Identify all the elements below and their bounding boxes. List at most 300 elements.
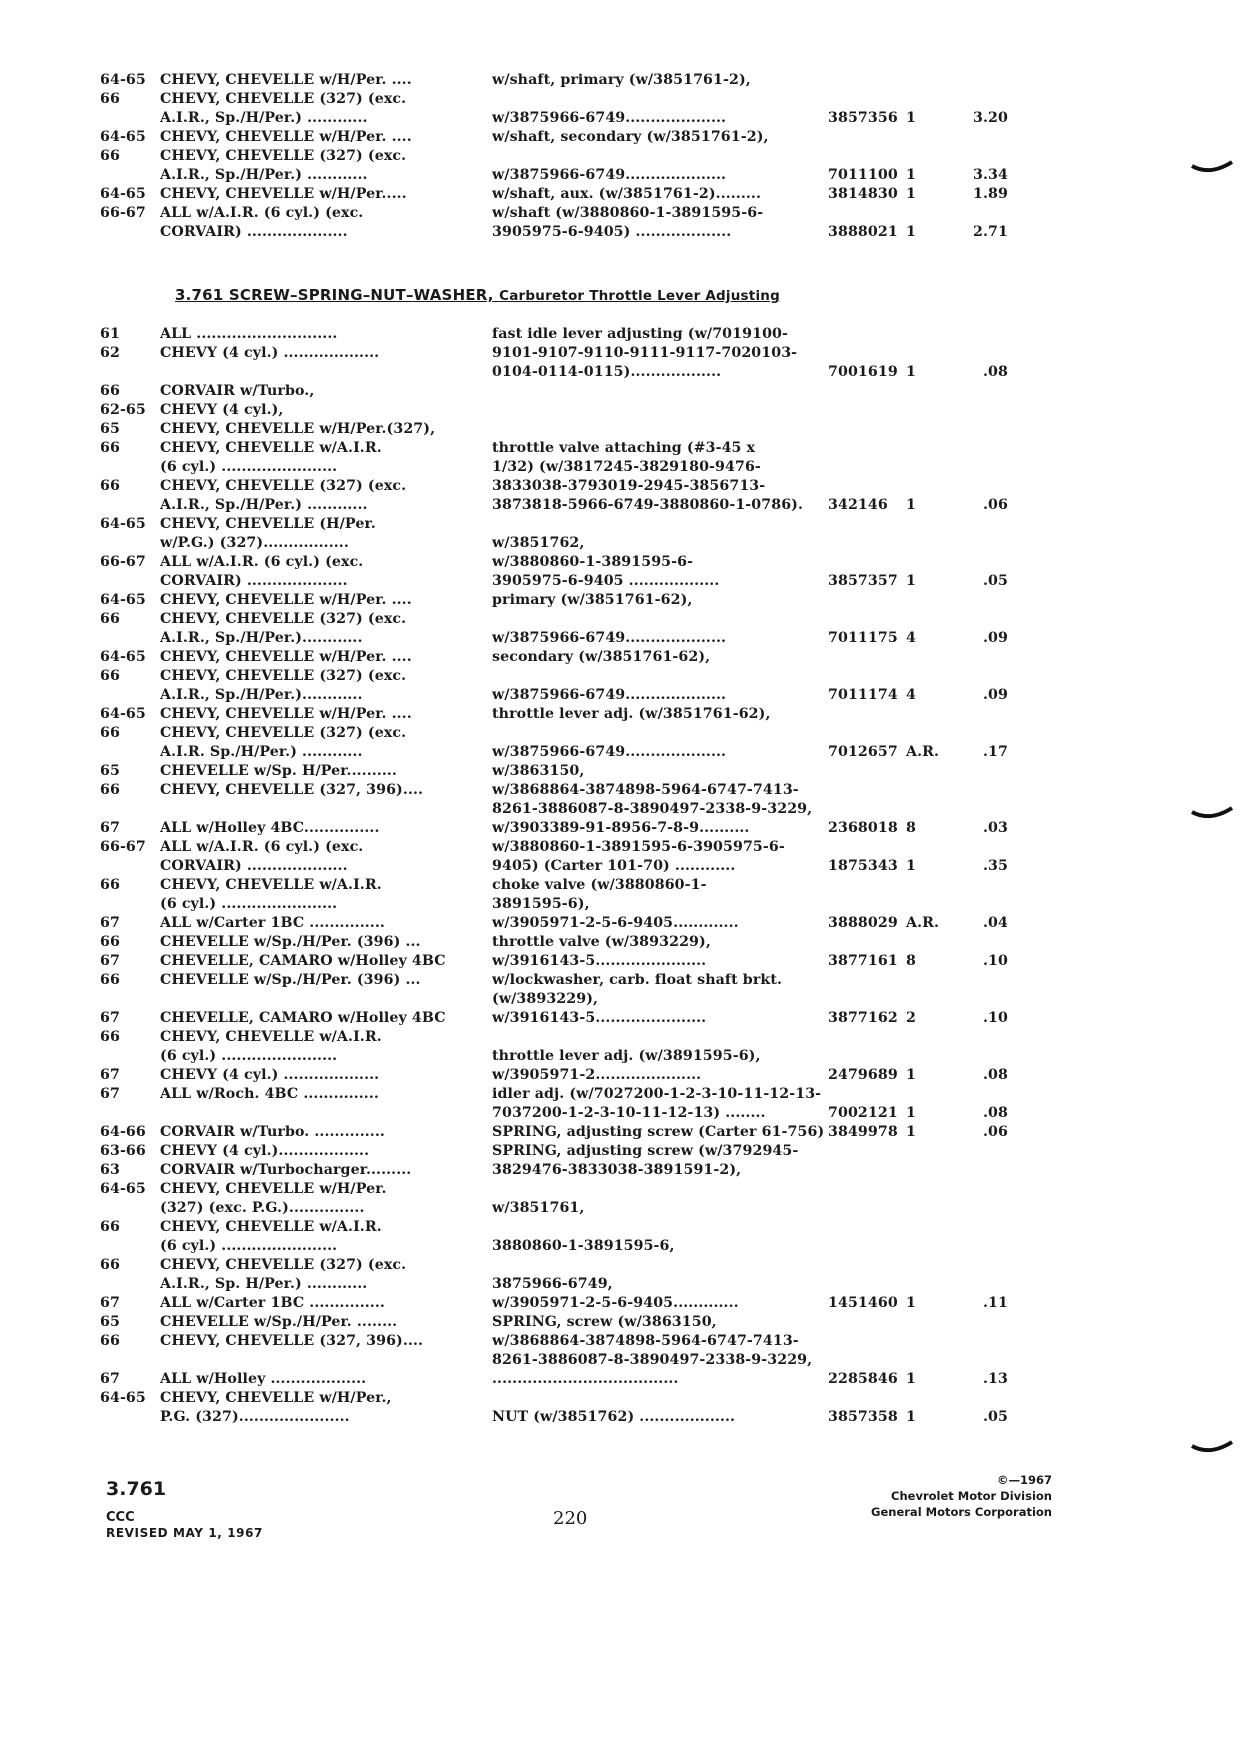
footer-copyright: ©—1967 [996,1473,1052,1487]
entry-line [100,148,1100,167]
price: 3.34 [973,167,1008,183]
part-number: 3857357 [828,573,898,589]
entry-line [100,1238,1100,1257]
price: .05 [983,573,1008,589]
application-model: CHEVY, CHEVELLE (327) (exc. [160,668,407,684]
entry-line [100,763,1100,782]
quantity: 1 [906,1409,916,1425]
parts-entry [100,1143,1100,1314]
part-description: w/3875966-6749.................... [492,687,727,703]
part-description: w/3851762, [492,535,585,551]
part-number: 7002121 [828,1105,898,1121]
application-model: CORVAIR) .................... [160,858,348,874]
model-year: 66 [100,782,120,798]
price: .03 [983,820,1008,836]
quantity: 1 [906,364,916,380]
quantity: 1 [906,186,916,202]
part-number: 7011175 [828,630,898,646]
binding-hole-mark [1190,806,1234,824]
application-model: ALL ............................ [160,326,338,342]
price: 1.89 [973,186,1008,202]
footer-corporation: General Motors Corporation [871,1505,1052,1519]
entry-line [100,497,1100,516]
part-description: w/3868864-3874898-5964-6747-7413- [492,782,799,798]
part-description: w/3880860-1-3891595-6-3905975-6- [492,839,785,855]
quantity: 4 [906,630,916,646]
section-title: 3.761 SCREW–SPRING–NUT–WASHER, [175,286,494,304]
application-model: (6 cyl.) ....................... [160,896,338,912]
footer-publisher [871,1472,1052,1520]
part-description: w/3916143-5...................... [492,953,707,969]
quantity: 1 [906,1371,916,1387]
entry-line [100,1029,1100,1048]
parts-entry [100,205,1100,243]
model-year: 64-65 [100,72,146,88]
part-description: w/3875966-6749.................... [492,110,727,126]
application-model: ALL w/Holley 4BC............... [160,820,380,836]
part-description: SPRING, adjusting screw (w/3792945- [492,1143,799,1159]
quantity: 1 [906,167,916,183]
entry-line [100,953,1100,972]
entry-line [100,110,1100,129]
model-year: 67 [100,953,120,969]
section-heading [175,286,780,304]
part-number: 342146 [828,497,888,513]
model-year: 67 [100,1067,120,1083]
application-model: ALL w/Carter 1BC ............... [160,1295,385,1311]
part-description: throttle lever adj. (w/3891595-6), [492,1048,761,1064]
entry-line [100,516,1100,535]
entry-line [100,649,1100,668]
quantity: 1 [906,1124,916,1140]
entry-line [100,1276,1100,1295]
part-description: throttle valve (w/3893229), [492,934,711,950]
part-description: w/shaft, secondary (w/3851761-2), [492,129,769,145]
quantity: 8 [906,953,916,969]
entry-line [100,440,1100,459]
part-description: w/3875966-6749.................... [492,630,727,646]
part-number: 3888021 [828,224,898,240]
application-model: ALL w/Carter 1BC ............... [160,915,385,931]
model-year: 65 [100,1314,120,1330]
application-model: CHEVY, CHEVELLE w/A.I.R. [160,440,382,456]
part-description: w/3875966-6749.................... [492,744,727,760]
quantity: 1 [906,110,916,126]
parts-entry [100,763,1100,839]
application-model: A.I.R., Sp./H/Per.) ............ [160,110,368,126]
part-description: 8261-3886087-8-3890497-2338-9-3229, [492,801,813,817]
model-year: 66 [100,877,120,893]
application-model: ALL w/A.I.R. (6 cyl.) (exc. [160,205,364,221]
footer-code: CCC [106,1510,135,1525]
footer-section-ref: 3.761 [106,1478,167,1500]
binding-hole-mark [1190,1440,1234,1458]
part-description: w/3863150, [492,763,585,779]
application-model: (6 cyl.) ....................... [160,1238,338,1254]
model-year: 67 [100,915,120,931]
parts-entry [100,148,1100,186]
entry-line [100,972,1100,991]
part-number: 2479689 [828,1067,898,1083]
part-description: secondary (w/3851761-62), [492,649,711,665]
application-model: ALL w/A.I.R. (6 cyl.) (exc. [160,839,364,855]
quantity: 1 [906,1295,916,1311]
model-year: 66 [100,934,120,950]
application-model: (6 cyl.) ....................... [160,459,338,475]
part-description: (w/3893229), [492,991,599,1007]
parts-entry [100,839,1100,877]
entry-line [100,1067,1100,1086]
model-year: 66 [100,1219,120,1235]
entry-line [100,478,1100,497]
model-year: 67 [100,1086,120,1102]
model-year: 64-66 [100,1124,146,1140]
entry-line [100,858,1100,877]
quantity: 1 [906,1067,916,1083]
price: .05 [983,1409,1008,1425]
parts-entry [100,72,1100,91]
application-model: CHEVY, CHEVELLE (327, 396).... [160,782,424,798]
quantity: 2 [906,1010,916,1026]
application-model: w/P.G.) (327)................. [160,535,349,551]
price: .08 [983,364,1008,380]
part-description: 3829476-3833038-3891591-2), [492,1162,742,1178]
model-year: 66 [100,440,120,456]
model-year: 66 [100,1333,120,1349]
quantity: 4 [906,687,916,703]
model-year: 66 [100,91,120,107]
entry-line [100,592,1100,611]
part-description: 3873818-5966-6749-3880860-1-0786). [492,497,804,513]
part-description: choke valve (w/3880860-1- [492,877,707,893]
application-model: CORVAIR) .................... [160,573,348,589]
entry-line [100,72,1100,91]
top-parts-table [100,72,1100,243]
parts-entry [100,1390,1100,1428]
part-number: 7001619 [828,364,898,380]
application-model: CHEVY, CHEVELLE w/A.I.R. [160,1029,382,1045]
entry-line [100,1371,1100,1390]
entry-line [100,877,1100,896]
model-year: 66 [100,668,120,684]
application-model: (327) (exc. P.G.)............... [160,1200,365,1216]
entry-line [100,1086,1100,1105]
model-year: 66 [100,972,120,988]
application-model: A.I.R., Sp./H/Per.) ............ [160,497,368,513]
part-description: w/3905971-2-5-6-9405............. [492,915,739,931]
price: .06 [983,1124,1008,1140]
application-model: CHEVELLE w/Sp./H/Per. (396) ... [160,934,421,950]
parts-entry [100,186,1100,205]
part-description: w/3905971-2..................... [492,1067,702,1083]
part-description: 9101-9107-9110-9111-9117-7020103- [492,345,798,361]
entry-line [100,167,1100,186]
quantity: 8 [906,820,916,836]
part-number: 3888029 [828,915,898,931]
entry-line [100,611,1100,630]
part-description: fast idle lever adjusting (w/7019100- [492,326,789,342]
parts-entry [100,129,1100,148]
entry-line [100,1219,1100,1238]
part-description: w/3916143-5...................... [492,1010,707,1026]
model-year: 66-67 [100,205,146,221]
model-year: 66-67 [100,839,146,855]
page-number: 220 [553,1508,588,1529]
application-model: A.I.R. Sp./H/Per.) ............ [160,744,363,760]
part-description: w/3903389-91-8956-7-8-9.......... [492,820,750,836]
entry-line [100,224,1100,243]
entry-line [100,345,1100,364]
part-description: w/3851761, [492,1200,585,1216]
model-year: 63 [100,1162,120,1178]
parts-entry [100,877,1100,934]
model-year: 64-65 [100,129,146,145]
part-number: 3857358 [828,1409,898,1425]
model-year: 66 [100,1029,120,1045]
price: .04 [983,915,1008,931]
parts-entry [100,1029,1100,1086]
model-year: 66 [100,148,120,164]
part-description: 3891595-6), [492,896,590,912]
quantity: 1 [906,573,916,589]
part-number: 3877162 [828,1010,898,1026]
part-number: 2285846 [828,1371,898,1387]
entry-line [100,668,1100,687]
part-description: w/3905971-2-5-6-9405............. [492,1295,739,1311]
part-description: 3905975-6-9405) ................... [492,224,732,240]
price: .08 [983,1105,1008,1121]
application-model: CHEVY, CHEVELLE w/A.I.R. [160,1219,382,1235]
application-model: P.G. (327)...................... [160,1409,350,1425]
entry-line [100,1390,1100,1409]
application-model: CHEVELLE w/Sp./H/Per. (396) ... [160,972,421,988]
entry-line [100,1352,1100,1371]
model-year: 64-65 [100,1181,146,1197]
entry-line [100,991,1100,1010]
entry-line [100,364,1100,383]
application-model: CHEVY (4 cyl.) ................... [160,1067,380,1083]
application-model: CHEVY, CHEVELLE w/H/Per. .... [160,129,412,145]
application-model: CORVAIR) .................... [160,224,348,240]
price: 3.20 [973,110,1008,126]
parts-entry [100,516,1100,554]
application-model: CHEVY, CHEVELLE (327) (exc. [160,1257,407,1273]
model-year: 64-65 [100,706,146,722]
application-model: CORVAIR w/Turbo. .............. [160,1124,385,1140]
part-number: 3857356 [828,110,898,126]
entry-line [100,1048,1100,1067]
model-year: 67 [100,1371,120,1387]
application-model: CHEVY, CHEVELLE w/H/Per. .... [160,649,412,665]
entry-line [100,1143,1100,1162]
parts-entry [100,1314,1100,1390]
main-parts-table [100,326,1100,1428]
entry-line [100,744,1100,763]
quantity: 1 [906,858,916,874]
entry-line [100,1200,1100,1219]
part-description: ..................................... [492,1371,679,1387]
application-model: A.I.R., Sp./H/Per.)............ [160,630,363,646]
part-description: w/shaft, primary (w/3851761-2), [492,72,751,88]
model-year: 65 [100,763,120,779]
entry-line [100,535,1100,554]
entry-line [100,687,1100,706]
application-model: (6 cyl.) ....................... [160,1048,338,1064]
model-year: 66-67 [100,554,146,570]
section-subtitle: Carburetor Throttle Lever Adjusting [499,288,780,304]
price: .09 [983,630,1008,646]
model-year: 66 [100,1257,120,1273]
part-number: 7011100 [828,167,898,183]
entry-line [100,1314,1100,1333]
price: 2.71 [973,224,1008,240]
entry-line [100,573,1100,592]
entry-line [100,839,1100,858]
part-number: 7011174 [828,687,898,703]
entry-line [100,459,1100,478]
application-model: CHEVELLE, CAMARO w/Holley 4BC [160,1010,446,1026]
entry-line [100,801,1100,820]
part-description: 3880860-1-3891595-6, [492,1238,675,1254]
parts-entry [100,383,1100,516]
parts-entry [100,326,1100,383]
price: .08 [983,1067,1008,1083]
application-model: CHEVELLE, CAMARO w/Holley 4BC [160,953,446,969]
price: .10 [983,953,1008,969]
parts-entry [100,592,1100,649]
entry-line [100,725,1100,744]
application-model: CHEVY, CHEVELLE w/H/Per. .... [160,592,412,608]
application-model: CHEVY (4 cyl.), [160,402,284,418]
application-model: CHEVY, CHEVELLE w/H/Per. .... [160,706,412,722]
part-description: w/shaft (w/3880860-1-3891595-6- [492,205,764,221]
application-model: A.I.R., Sp./H/Per.)............ [160,687,363,703]
part-description: w/lockwasher, carb. float shaft brkt. [492,972,783,988]
application-model: CORVAIR w/Turbocharger......... [160,1162,412,1178]
quantity: A.R. [906,915,940,931]
part-number: 1875343 [828,858,898,874]
part-description: SPRING, screw (w/3863150, [492,1314,717,1330]
entry-line [100,1257,1100,1276]
application-model: CHEVY, CHEVELLE w/H/Per..... [160,186,407,202]
model-year: 63-66 [100,1143,146,1159]
quantity: 1 [906,224,916,240]
part-description: 3905975-6-9405 .................. [492,573,720,589]
part-description: 3833038-3793019-2945-3856713- [492,478,766,494]
part-description: NUT (w/3851762) ................... [492,1409,736,1425]
part-description: 1/32) (w/3817245-3829180-9476- [492,459,761,475]
price: .35 [983,858,1008,874]
entry-line [100,782,1100,801]
parts-entry [100,972,1100,1029]
application-model: CHEVY, CHEVELLE w/H/Per. [160,1181,387,1197]
parts-entry [100,1124,1100,1143]
model-year: 62 [100,345,120,361]
entry-line [100,383,1100,402]
entry-line [100,205,1100,224]
model-year: 61 [100,326,120,342]
part-description: w/shaft, aux. (w/3851761-2)......... [492,186,762,202]
entry-line [100,706,1100,725]
price: .10 [983,1010,1008,1026]
application-model: CHEVY (4 cyl.) ................... [160,345,380,361]
part-description: w/3868864-3874898-5964-6747-7413- [492,1333,799,1349]
entry-line [100,934,1100,953]
model-year: 65 [100,421,120,437]
quantity: 1 [906,497,916,513]
entry-line [100,186,1100,205]
application-model: CHEVY, CHEVELLE (327) (exc. [160,611,407,627]
part-number: 2368018 [828,820,898,836]
part-number: 3849978 [828,1124,898,1140]
application-model: CHEVY, CHEVELLE (H/Per. [160,516,376,532]
entry-line [100,1010,1100,1029]
entry-line [100,1409,1100,1428]
entry-line [100,896,1100,915]
application-model: CHEVY, CHEVELLE (327) (exc. [160,478,407,494]
price: .06 [983,497,1008,513]
entry-line [100,630,1100,649]
application-model: CHEVY, CHEVELLE w/H/Per.(327), [160,421,436,437]
application-model: CHEVY, CHEVELLE (327) (exc. [160,725,407,741]
part-description: throttle lever adj. (w/3851761-62), [492,706,771,722]
part-description: 9405) (Carter 101-70) ............ [492,858,736,874]
application-model: CHEVY, CHEVELLE (327) (exc. [160,148,407,164]
model-year: 64-65 [100,1390,146,1406]
footer-revised-date: REVISED MAY 1, 1967 [106,1526,263,1540]
part-description: w/3880860-1-3891595-6- [492,554,694,570]
quantity: 1 [906,1105,916,1121]
entry-line [100,554,1100,573]
part-description: 3875966-6749, [492,1276,613,1292]
part-description: throttle valve attaching (#3-45 x [492,440,756,456]
application-model: A.I.R., Sp. H/Per.) ............ [160,1276,368,1292]
application-model: CHEVY, CHEVELLE w/A.I.R. [160,877,382,893]
footer-division: Chevrolet Motor Division [891,1489,1052,1503]
model-year: 67 [100,820,120,836]
part-number: 3814830 [828,186,898,202]
part-description: idler adj. (w/7027200-1-2-3-10-11-12-13- [492,1086,822,1102]
model-year: 64-65 [100,649,146,665]
application-model: CHEVELLE w/Sp./H/Per. ........ [160,1314,398,1330]
price: .17 [983,744,1008,760]
application-model: CHEVY, CHEVELLE (327) (exc. [160,91,407,107]
application-model: CHEVY, CHEVELLE w/H/Per. .... [160,72,412,88]
entry-line [100,1333,1100,1352]
part-description: 8261-3886087-8-3890497-2338-9-3229, [492,1352,813,1368]
parts-entry [100,649,1100,706]
binding-hole-mark [1190,160,1234,178]
model-year: 64-65 [100,592,146,608]
entry-line [100,91,1100,110]
part-number: 7012657 [828,744,898,760]
price: .09 [983,687,1008,703]
entry-line [100,1162,1100,1181]
application-model: ALL w/Roch. 4BC ............... [160,1086,379,1102]
parts-entry [100,1086,1100,1124]
application-model: CHEVY, CHEVELLE w/H/Per., [160,1390,392,1406]
model-year: 64-65 [100,186,146,202]
part-number: 1451460 [828,1295,898,1311]
application-model: CHEVY (4 cyl.).................. [160,1143,370,1159]
part-description: 7037200-1-2-3-10-11-12-13) ........ [492,1105,766,1121]
entry-line [100,915,1100,934]
entry-line [100,1295,1100,1314]
part-description: primary (w/3851761-62), [492,592,693,608]
application-model: CHEVELLE w/Sp. H/Per.......... [160,763,397,779]
entry-line [100,1124,1100,1143]
parts-entry [100,706,1100,763]
